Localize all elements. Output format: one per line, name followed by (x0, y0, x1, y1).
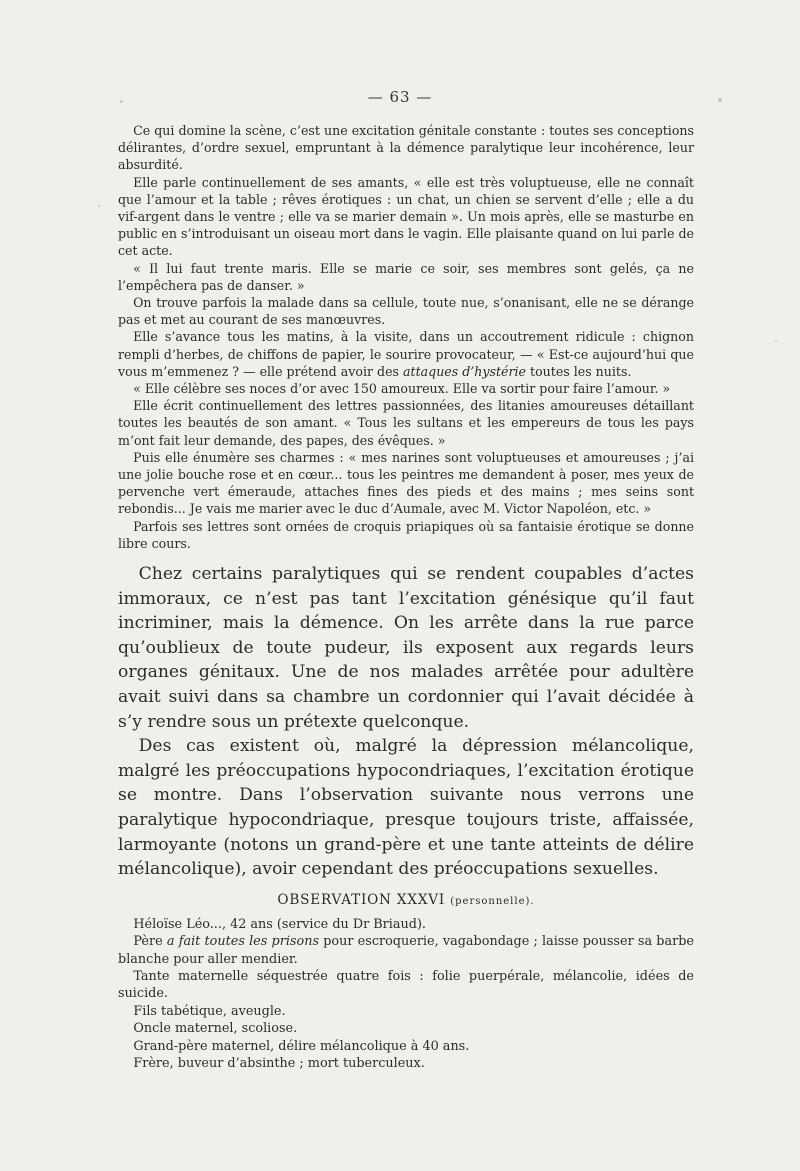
page-number: — 63 — (367, 88, 433, 106)
paragraph: Parfois ses lettres sont ornées de croquis priapiques où sa fantaisie érotique se donne libre cours. (118, 518, 694, 551)
observation-line (118, 933, 694, 968)
observation-line: Oncle maternel, scoliose. (133, 1021, 298, 1037)
paragraph: « Il lui faut trente maris. Elle se marie ce soir, ses membres sont gelés, ça ne l’empêchera pas de danser. » (118, 260, 694, 293)
paper-speck (98, 205, 100, 207)
paragraph: Elle écrit continuellement des lettres passionnées, des litanies amoureuses détaillant toutes les beautés de son amant. « Tous les sultans et les empereurs de tous les pays m’ont fait leur demande, des papes, des évêques. » (118, 398, 694, 448)
paper-speck (120, 100, 123, 103)
italic-text: a fait toutes les prisons (166, 934, 320, 950)
observation-title: OBSERVATION XXXVI (277, 891, 446, 908)
text-run: Père (133, 934, 167, 950)
case-notes (118, 122, 694, 552)
text-run: Elle s’avance tous les matins, à la visite, dans un accoutrement ridicule : chignon rempli d’herbes, de chiffons de papier, le sourire provocateur, — « Est-ce aujourd’hui que vous m’emmenez ? — elle prétend avoir des (118, 329, 694, 379)
paragraph: Puis elle énumère ses charmes : « mes narines sont voluptueuses et amoureuses ; j’ai une jolie bouche rose et en cœur... tous les peintres me demandent à poser, mes yeux de pervenche vert émeraude, attaches fines des pieds et des mains ; mes seins sont rebondis... Je vais me marier avec le duc d’Aumale, avec M. Victor Napoléon, etc. » (118, 449, 694, 517)
observation-line: Grand-père maternel, délire mélancolique à 40 ans. (133, 1038, 470, 1054)
text-run: pour escroquerie, vagabondage ; laisse pousser sa barbe blanche pour aller mendier. (118, 934, 694, 967)
text-column (118, 122, 694, 1072)
observation-line: Héloïse Léo..., 42 ans (service du Dr Briaud). (133, 916, 427, 932)
paper-speck (718, 98, 722, 102)
observation-line: Frère, buveur d’absinthe ; mort tuberculeux. (133, 1056, 425, 1072)
italic-text: attaques d’hystérie (403, 363, 526, 379)
main-text (118, 562, 694, 882)
paragraph: Elle parle continuellement de ses amants, « elle est très voluptueuse, elle ne connaît que l’amour et la table ; rêves érotiques : un chat, un chien se servent d’elle ; elle a du vif-argent dans le ventre ; elle va se marier demain ». Un mois après, elle se masturbe en public en s’introduisant un oiseau mort dans le vagin. Elle plaisante quand on lui parle de cet acte. (118, 174, 694, 259)
observation-body (118, 916, 694, 1073)
observation-note: (personnelle). (450, 895, 535, 907)
paper-speck (775, 340, 777, 342)
observation-line: Fils tabétique, aveugle. (133, 1003, 286, 1019)
paragraph: Ce qui domine la scène, c’est une excitation génitale constante : toutes ses conceptions délirantes, d’ordre sexuel, empruntant à la démence paralytique leur incohérence, leur absurdité. (118, 123, 694, 173)
paragraph: On trouve parfois la malade dans sa cellule, toute nue, s’onanisant, elle ne se dérange pas et met au courant de ses manœuvres. (118, 295, 694, 328)
paragraph: Chez certains paralytiques qui se rendent coupables d’actes immoraux, ce n’est pas tant l’excitation génésique qu’il faut incriminer, mais la démence. On les arrête dans la rue parce qu’oublieux de toute pudeur, ils exposent aux regards leurs organes génitaux. Une de nos malades arrêtée pour adultère avait suivi dans sa chambre un cordonnier qui l’avait décidée à s’y rendre sous un prétexte quelconque. (118, 564, 694, 732)
observation-heading (118, 892, 694, 908)
paragraph: Des cas existent où, malgré la dépression mélancolique, malgré les préoccupations hypocondriaques, l’excitation érotique se montre. Dans l’observation suivante nous verrons une paralytique hypocondriaque, presque toujours triste, affaissée, larmoyante (notons un grand-père et une tante atteints de délire mélancolique), avoir cependant des préoccupations sexuelles. (118, 736, 694, 880)
observation-line: Tante maternelle séquestrée quatre fois : folie puerpérale, mélancolie, idées de suicide. (118, 969, 694, 1002)
text-run: toutes les nuits. (526, 363, 632, 379)
paragraph: « Elle célèbre ses noces d’or avec 150 amoureux. Elle va sortir pour faire l’amour. » (133, 381, 671, 397)
paragraph (118, 328, 694, 380)
